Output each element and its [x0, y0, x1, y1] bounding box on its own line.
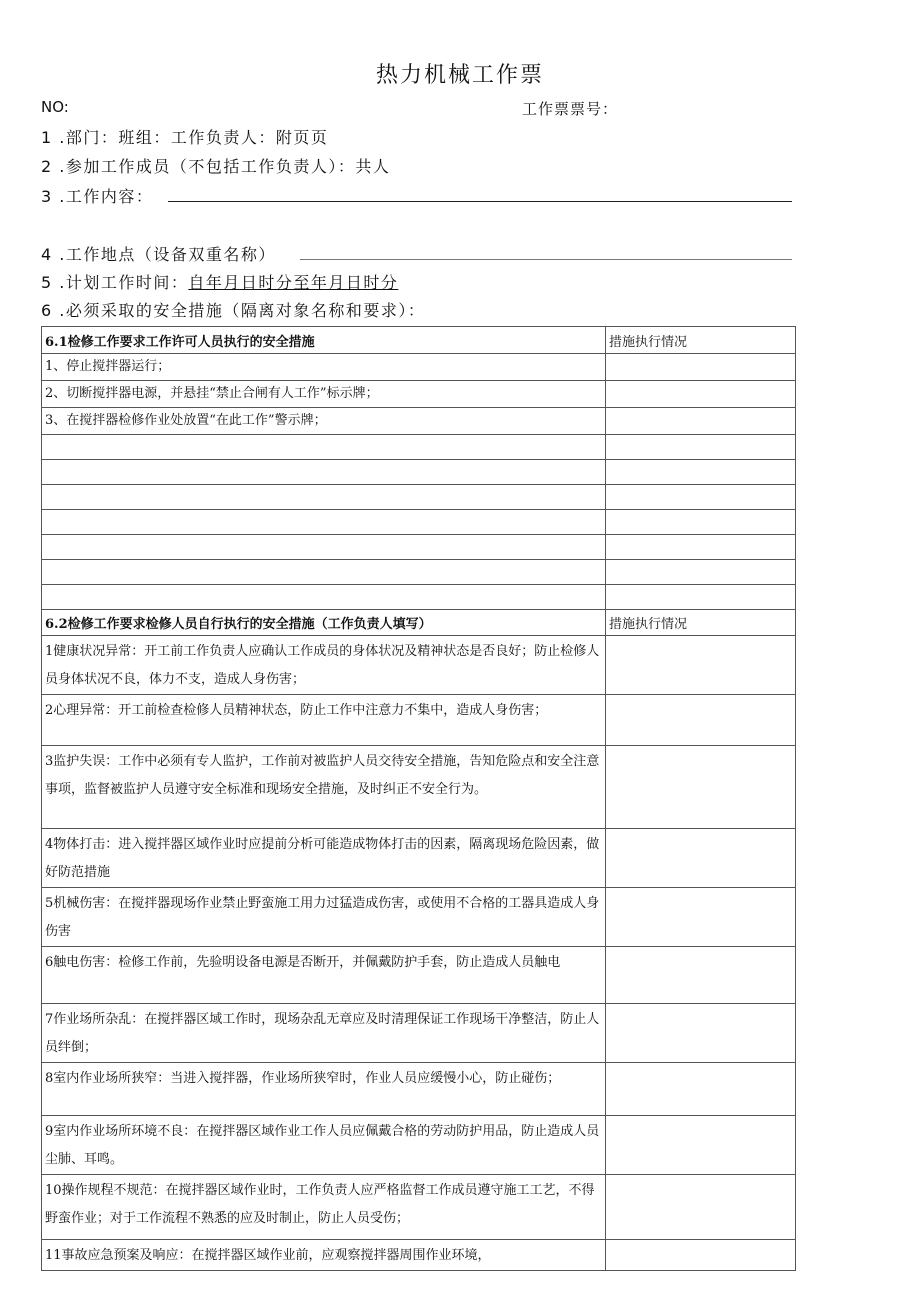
table-row	[42, 485, 796, 510]
section62-status-header: 措施执行情况	[606, 610, 796, 636]
table-row	[42, 585, 796, 610]
planned-time-label: 5 .计划工作时间：	[41, 273, 189, 292]
status-cell[interactable]	[606, 381, 796, 408]
status-cell[interactable]	[606, 354, 796, 381]
section62-header-row	[42, 610, 796, 636]
table-row	[42, 408, 796, 435]
item-planned-time	[41, 270, 398, 293]
table-row	[42, 636, 796, 695]
status-cell[interactable]	[606, 1240, 796, 1271]
status-cell[interactable]	[606, 408, 796, 435]
status-cell[interactable]	[606, 746, 796, 829]
table-row	[42, 695, 796, 746]
table-row	[42, 829, 796, 888]
empty-measure-cell[interactable]	[42, 485, 606, 510]
table-row	[42, 947, 796, 1004]
status-cell[interactable]	[606, 947, 796, 1004]
measure-text: 6触电伤害：检修工作前，先验明设备电源是否断开，并佩戴防护手套，防止造成人员触电	[42, 947, 606, 1004]
form-title: 热力机械工作票	[375, 63, 544, 88]
empty-measure-cell[interactable]	[42, 460, 606, 485]
table-row	[42, 1116, 796, 1175]
table-row	[42, 560, 796, 585]
table-row	[42, 1240, 796, 1271]
status-cell[interactable]	[606, 1116, 796, 1175]
table-row	[42, 746, 796, 829]
table-row	[42, 535, 796, 560]
measure-text: 1健康状况异常：开工前工作负责人应确认工作成员的身体状况及精神状态是否良好；防止检修人员身体状况不良，体力不支，造成人身伤害；	[42, 636, 606, 695]
status-cell[interactable]	[606, 535, 796, 560]
status-cell[interactable]	[606, 695, 796, 746]
measure-text: 8室内作业场所狭窄：当进入搅拌器，作业场所狭窄时，作业人员应缓慢小心，防止碰伤；	[42, 1063, 606, 1116]
table-row	[42, 888, 796, 947]
empty-measure-cell[interactable]	[42, 510, 606, 535]
measure-text: 3、在搅拌器检修作业处放置“在此工作”警示牌；	[42, 408, 606, 435]
planned-time-value: 自年月日时分至年月日时分	[188, 273, 399, 292]
section61-heading: 6.1检修工作要求工作许可人员执行的安全措施	[42, 327, 606, 354]
item-work-location: 4 .工作地点（设备双重名称）	[41, 245, 276, 264]
no-label: NO:	[41, 98, 69, 116]
measure-text: 2、切断搅拌器电源，并悬挂“禁止合闸有人工作”标示牌；	[42, 381, 606, 408]
table-row	[42, 1063, 796, 1116]
ticket-number-label: 工作票票号：	[522, 100, 619, 118]
item-department: 1 .部门：班组：工作负责人：附页页	[41, 128, 329, 147]
empty-measure-cell[interactable]	[42, 585, 606, 610]
status-cell[interactable]	[606, 888, 796, 947]
item-work-content: 3 .工作内容：	[41, 187, 154, 206]
status-cell[interactable]	[606, 435, 796, 460]
table-row	[42, 460, 796, 485]
section61-status-header: 措施执行情况	[606, 327, 796, 354]
status-cell[interactable]	[606, 585, 796, 610]
table-row	[42, 381, 796, 408]
measure-text: 9室内作业场所环境不良：在搅拌器区域作业工作人员应佩戴合格的劳动防护用品，防止造成人员尘肺、耳鸣。	[42, 1116, 606, 1175]
empty-measure-cell[interactable]	[42, 435, 606, 460]
safety-measures-table	[41, 326, 796, 1271]
status-cell[interactable]	[606, 560, 796, 585]
work-location-underline	[300, 259, 792, 260]
section61-header-row	[42, 327, 796, 354]
table-row	[42, 1004, 796, 1063]
table-row	[42, 1175, 796, 1240]
status-cell[interactable]	[606, 1004, 796, 1063]
measure-text: 10操作规程不规范：在搅拌器区域作业时，工作负责人应严格监督工作成员遵守施工工艺，不得野蛮作业；对于工作流程不熟悉的应及时制止，防止人员受伤；	[42, 1175, 606, 1240]
work-content-underline	[168, 201, 792, 202]
table-row	[42, 435, 796, 460]
item-safety-measures: 6 .必须采取的安全措施（隔离对象名称和要求）：	[41, 301, 426, 320]
table-row	[42, 354, 796, 381]
status-cell[interactable]	[606, 829, 796, 888]
measure-text: 2心理异常：开工前检查检修人员精神状态，防止工作中注意力不集中，造成人身伤害；	[42, 695, 606, 746]
empty-measure-cell[interactable]	[42, 560, 606, 585]
empty-measure-cell[interactable]	[42, 535, 606, 560]
status-cell[interactable]	[606, 510, 796, 535]
section62-heading: 6.2检修工作要求检修人员自行执行的安全措施（工作负责人填写）	[42, 610, 606, 636]
table-row	[42, 510, 796, 535]
measure-text: 1、停止搅拌器运行；	[42, 354, 606, 381]
status-cell[interactable]	[606, 460, 796, 485]
status-cell[interactable]	[606, 485, 796, 510]
measure-text: 3监护失误：工作中必须有专人监护，工作前对被监护人员交待安全措施，告知危险点和安全注意事项，监督被监护人员遵守安全标准和现场安全措施，及时纠正不安全行为。	[42, 746, 606, 829]
status-cell[interactable]	[606, 1063, 796, 1116]
measure-text: 5机械伤害：在搅拌器现场作业禁止野蛮施工用力过猛造成伤害，或使用不合格的工器具造成人身伤害	[42, 888, 606, 947]
status-cell[interactable]	[606, 1175, 796, 1240]
measure-text: 4物体打击：进入搅拌器区域作业时应提前分析可能造成物体打击的因素，隔离现场危险因素，做好防范措施	[42, 829, 606, 888]
measure-text: 7作业场所杂乱：在搅拌器区域工作时，现场杂乱无章应及时清理保证工作现场干净整洁，防止人员绊倒；	[42, 1004, 606, 1063]
item-members: 2 .参加工作成员（不包括工作负责人）：共人	[41, 157, 391, 176]
status-cell[interactable]	[606, 636, 796, 695]
measure-text: 11事故应急预案及响应：在搅拌器区域作业前，应观察搅拌器周围作业环境，	[42, 1240, 606, 1271]
